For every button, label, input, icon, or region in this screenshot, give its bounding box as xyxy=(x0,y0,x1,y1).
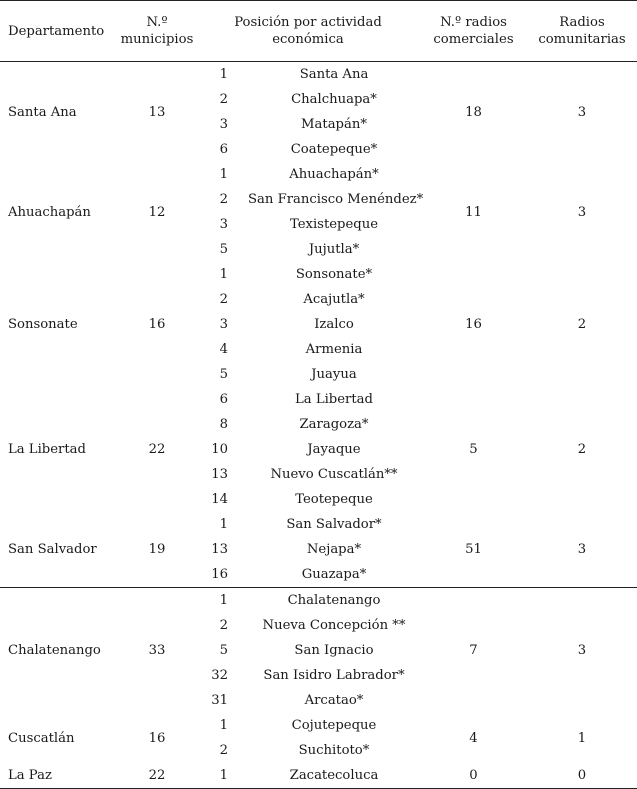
municipio-cell: Nejapa* xyxy=(306,542,362,557)
header-posicion: Posición por actividad económica xyxy=(196,1,420,62)
municipio-cell: Chalchuapa* xyxy=(291,92,377,107)
radios-comunitarias-cell: 3 xyxy=(527,588,637,714)
municipios-count-cell: 33 xyxy=(118,588,196,714)
municipio-cell: San Ignacio xyxy=(294,643,374,658)
table-row xyxy=(0,262,637,287)
posicion-cell: 6 xyxy=(219,392,228,407)
municipio-cell: Santa Ana xyxy=(248,62,420,88)
municipio-cell: Zaragoza* xyxy=(299,417,369,432)
posicion-cell: 32 xyxy=(211,668,228,683)
radios-comunitarias-cell: 1 xyxy=(577,730,587,746)
header-municipios: N.º municipios xyxy=(118,1,196,62)
radios-comerciales-cell: 7 xyxy=(420,588,527,714)
radios-comunitarias-cell: 3 xyxy=(577,542,587,557)
radios-comerciales-cell: 4 xyxy=(469,730,478,746)
radios-comerciales-cell: 16 xyxy=(465,317,482,332)
departamento-cell: Sonsonate xyxy=(8,317,78,332)
posicion-cell: 6 xyxy=(219,142,228,157)
posicion-cell: 1 xyxy=(219,167,228,182)
departamento-cell: Ahuachapán xyxy=(8,204,91,220)
posicion-cell: 5 xyxy=(219,643,228,658)
radios-comerciales-cell: 18 xyxy=(420,62,527,163)
municipio-cell: Suchitoto* xyxy=(298,743,370,758)
posicion-cell: 2 xyxy=(219,92,228,107)
municipio-cell: Guazapa* xyxy=(301,567,367,582)
departamento-cell: Cuscatlán xyxy=(8,730,75,746)
municipio-cell: Acajutla* xyxy=(303,292,365,307)
header-radios-comerciales: N.º radios comerciales xyxy=(420,1,527,62)
municipio-cell: La Libertad xyxy=(295,392,373,407)
municipio-cell: Nueva Concepción ** xyxy=(262,618,406,633)
radios-comunitarias-cell: 3 xyxy=(527,62,637,163)
departamento-cell: Chalatenango xyxy=(0,588,118,714)
municipios-count-cell: 19 xyxy=(148,542,166,557)
header-radios-comunitarias: Radios comunitarias xyxy=(527,1,637,62)
posicion-cell: 31 xyxy=(211,693,228,708)
municipios-count-cell: 16 xyxy=(148,730,166,746)
table-row xyxy=(0,763,637,789)
posicion-cell: 5 xyxy=(219,242,228,257)
posicion-cell: 4 xyxy=(219,342,228,357)
municipio-cell: Teotepeque xyxy=(295,492,373,507)
radios-comerciales-cell: 0 xyxy=(420,763,527,789)
posicion-cell: 3 xyxy=(219,317,228,332)
municipio-cell: Jujutla* xyxy=(308,242,360,257)
municipio-cell: San Francisco Menéndez* xyxy=(248,192,424,207)
header-departamento: Departamento xyxy=(0,1,118,62)
posicion-cell: 1 xyxy=(219,267,228,282)
posicion-cell: 1 xyxy=(196,588,248,614)
posicion-cell: 1 xyxy=(196,62,248,88)
departamento-cell: La Libertad xyxy=(8,442,86,457)
municipio-cell: Arcatao* xyxy=(304,693,364,708)
posicion-cell: 13 xyxy=(211,467,228,482)
table-row xyxy=(0,512,637,537)
posicion-cell: 3 xyxy=(219,117,228,132)
radios-comunitarias-cell: 0 xyxy=(527,763,637,789)
municipio-cell: Cojutepeque xyxy=(291,718,377,733)
municipio-cell: Juayua xyxy=(311,367,357,382)
posicion-cell: 13 xyxy=(211,542,228,557)
municipio-cell: Zacatecoluca xyxy=(248,763,420,789)
municipios-count-cell: 16 xyxy=(148,317,166,332)
posicion-cell: 8 xyxy=(219,417,228,432)
municipio-cell: Chalatenango xyxy=(248,588,420,614)
radios-comerciales-cell: 11 xyxy=(465,204,482,220)
municipio-cell: Texistepeque xyxy=(289,217,379,232)
posicion-cell: 2 xyxy=(219,192,228,207)
departamento-cell: San Salvador xyxy=(8,542,97,557)
municipios-count-cell: 22 xyxy=(148,442,166,457)
posicion-cell: 5 xyxy=(219,367,228,382)
municipio-cell: San Salvador* xyxy=(286,517,382,532)
posicion-cell: 1 xyxy=(219,517,228,532)
table-row xyxy=(0,387,637,412)
municipios-count-cell: 13 xyxy=(118,62,196,163)
posicion-cell: 2 xyxy=(219,292,228,307)
table-row xyxy=(0,713,637,738)
municipio-cell: Ahuachapán* xyxy=(289,167,379,182)
municipios-count-cell: 12 xyxy=(148,204,166,220)
radios-comunitarias-cell: 2 xyxy=(577,442,587,457)
municipio-cell: Jayaque xyxy=(307,442,361,457)
municipio-cell: Armenia xyxy=(305,342,363,357)
posicion-cell: 2 xyxy=(219,743,228,758)
table-body xyxy=(0,62,637,789)
radios-comerciales-cell: 5 xyxy=(469,442,478,457)
posicion-cell: 2 xyxy=(219,618,228,633)
table-row xyxy=(0,62,637,88)
posicion-cell: 1 xyxy=(219,718,228,733)
municipio-cell: Coatepeque* xyxy=(290,142,378,157)
municipio-cell: Izalco xyxy=(314,317,354,332)
departamento-cell: Santa Ana xyxy=(0,62,118,163)
radios-comerciales-cell: 51 xyxy=(465,542,482,557)
posicion-cell: 1 xyxy=(196,763,248,789)
table-row xyxy=(0,588,637,614)
departamento-cell: La Paz xyxy=(0,763,118,789)
municipio-cell: Nuevo Cuscatlán** xyxy=(270,467,398,482)
radios-comunitarias-cell: 3 xyxy=(577,204,587,220)
posicion-cell: 14 xyxy=(211,492,228,507)
table-row xyxy=(0,162,637,187)
table-header xyxy=(0,1,637,62)
posicion-cell: 10 xyxy=(211,442,228,457)
municipio-cell: Matapán* xyxy=(301,117,367,132)
posicion-cell: 16 xyxy=(211,567,228,582)
municipio-cell: San Isidro Labrador* xyxy=(263,668,405,683)
municipio-cell: Sonsonate* xyxy=(295,267,373,282)
municipios-count-cell: 22 xyxy=(118,763,196,789)
posicion-cell: 3 xyxy=(219,217,228,232)
radios-comunitarias-cell: 2 xyxy=(577,317,587,332)
